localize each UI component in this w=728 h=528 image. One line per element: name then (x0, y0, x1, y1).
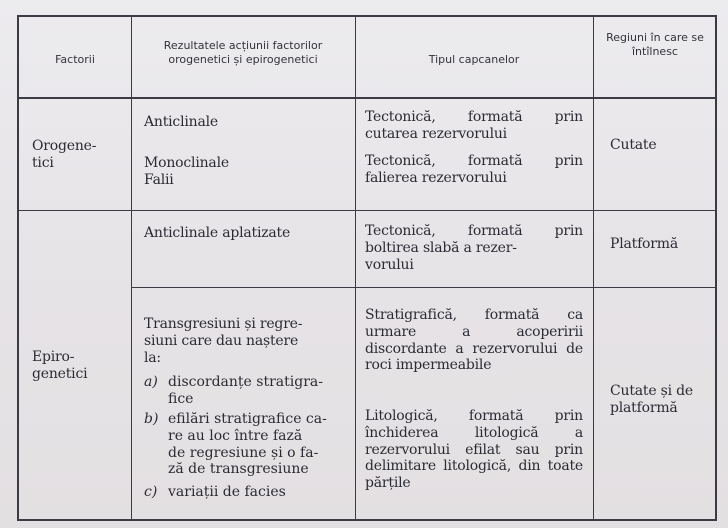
row-divider (131, 287, 715, 288)
item-b-label: b) (144, 411, 159, 427)
column-divider (131, 17, 132, 519)
header-divider (19, 97, 715, 99)
tip-tectonica-cutare: Tectonică, formată prin cutarea rezervorului (365, 109, 583, 142)
tip-stratigrafica: Stratigrafică, formată ca urmare a acoperirii discordante a rezervorului de roci impermeabile (365, 307, 583, 374)
header-rezultate: Rezultatele acțiunii factorilor orogenetici și epirogenetici (163, 39, 323, 67)
regiune-cutate: Cutate (610, 137, 657, 153)
item-b-text: efilări stratigrafice ca- re au loc între fază de regresiune și o fa- ză de transgresiune (168, 411, 327, 478)
item-a-label: a) (144, 374, 158, 390)
traps-table (17, 15, 717, 521)
column-divider (593, 17, 594, 519)
rezultat-monoclinale-falii: Monoclinale Falii (144, 155, 229, 188)
header-tipul: Tipul capcanelor (428, 53, 520, 66)
item-a-text: discordanțe stratigra- fice (168, 374, 323, 407)
rezultat-anticlinale: Anticlinale (144, 114, 218, 130)
item-c-text: variații de facies (168, 484, 286, 500)
tip-tectonica-boltire: Tectonică, formată prin boltirea slabă a rezer- vorului (365, 223, 583, 273)
tip-tectonica-faliere: Tectonică, formată prin falierea rezervorului (365, 153, 583, 186)
factor-orogenetici: Orogene- tici (32, 138, 97, 171)
row-divider (19, 210, 715, 211)
tip-litologica: Litologică, formată prin închiderea litologică a rezervorului efilat sau prin delimitare litologică, din toate părțile (365, 408, 583, 492)
regiune-platforma: Platformă (610, 236, 678, 252)
regiune-cutate-platforma: Cutate și de platformă (610, 383, 694, 416)
item-c-label: c) (144, 484, 158, 500)
column-divider (355, 17, 356, 519)
rezultat-transgresiuni: Transgresiuni și regre- siuni care dau naștere la: (144, 316, 303, 366)
factor-epirogenetici: Epiro- genetici (32, 349, 88, 382)
header-regiuni: Regiuni în care se întîlnesc (606, 31, 704, 59)
header-factori: Factorii (55, 53, 95, 66)
rezultat-anticlinale-aplatizate: Anticlinale aplatizate (144, 225, 291, 241)
